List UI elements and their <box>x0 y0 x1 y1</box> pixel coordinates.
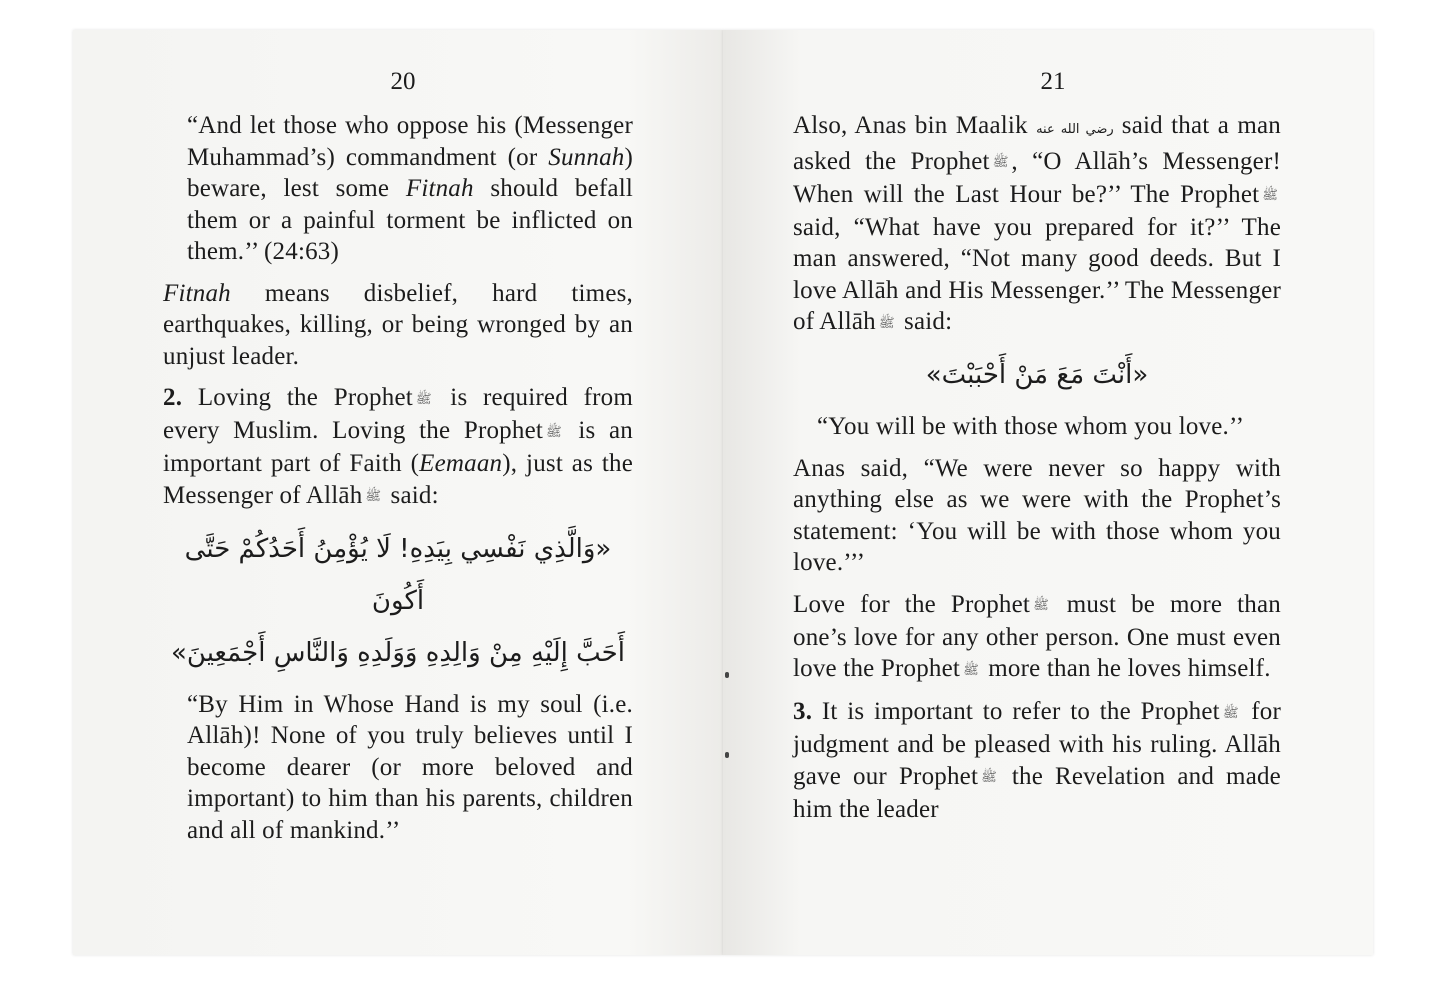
hadith-translation: “By Him in Whose Hand is my soul (i.e. Allāh)! None of you truly believes until I become dearer (or more beloved and important) to him than his parents, children and all of mankind.’’ <box>187 690 633 844</box>
fitnah-definition-text: means disbelief, hard times, earthquakes, killing, or being wronged by an unjust leader. <box>163 279 633 370</box>
verse-italic-term: Fitnah <box>405 175 474 202</box>
binding-staple <box>725 752 729 758</box>
fitnah-definition <box>163 278 633 373</box>
binding-staple <box>725 672 729 678</box>
point-2-paragraph <box>163 382 633 513</box>
anas-paragraph <box>793 110 1281 339</box>
arabic-hadith-short: «أَنْتَ مَعَ مَنْ أَحْبَبْتَ» <box>925 360 1149 391</box>
paragraph-text: more than he loves himself. <box>981 655 1271 683</box>
salawat-icon: ﷺ <box>415 391 432 407</box>
radiallahu-anhu-text: رضي الله عنه <box>1036 122 1114 137</box>
page-number-left: 20 <box>390 68 416 95</box>
point-3-paragraph <box>793 696 1281 825</box>
paragraph-text: must be more than one’s love for any other person. One must even love the Prophet <box>793 590 1281 683</box>
paragraph-text: said: <box>897 308 953 336</box>
paragraph-text: the Revelation and made him the leader <box>793 762 1281 823</box>
verse-italic-term: Sunnah <box>548 143 625 171</box>
paragraph-text: , “O Allāh’s Messenger! When will the Last Hour be?’’ The Prophet <box>793 147 1281 208</box>
salawat-icon: ﷺ <box>1033 598 1049 614</box>
salawat-icon: ﷺ <box>365 489 382 505</box>
salawat-icon: ﷺ <box>981 770 997 786</box>
open-book <box>73 30 1373 955</box>
paragraph-text: said, “What have you prepared for it?’’ The man answered, “Not many good deeds. But I love Allāh and His Messenger.’’ The Messenger of Allāh <box>793 213 1281 336</box>
left-page <box>73 30 723 955</box>
love-paragraph <box>793 589 1281 687</box>
paragraph-text: Love for the Prophet <box>793 590 1031 618</box>
paragraph-text: is required from every Muslim. Loving the Prophet <box>163 384 633 445</box>
eemaan-term: Eemaan <box>419 450 503 478</box>
arabic-hadith <box>163 523 633 679</box>
paragraph-text: Loving the Prophet <box>182 384 413 411</box>
paragraph-text: Also, Anas bin Maalik <box>793 112 1028 139</box>
verse-part: ) beware, lest some <box>187 143 633 202</box>
right-page-text <box>793 110 1281 835</box>
salawat-icon: ﷺ <box>1222 705 1239 721</box>
hadith-translation-short: “You will be with those whom you love.’’ <box>817 413 1245 441</box>
salawat-icon: ﷺ <box>878 315 895 331</box>
salawat-icon: ﷺ <box>963 662 979 678</box>
salawat-icon: ﷺ <box>992 155 1009 171</box>
paragraph-text: said: <box>384 481 439 509</box>
quran-verse-quote <box>163 110 633 268</box>
page-number-right: 21 <box>1040 68 1066 95</box>
verse-part: should befall them or a painful torment be inflicted on them.’’ (24:63) <box>187 175 633 265</box>
salawat-icon: ﷺ <box>1262 188 1278 204</box>
arabic-line: «وَالَّذِي نَفْسِي بِيَدِهِ! لَا يُؤْمِنُ أَحَدُكُمْ حَتَّى أَكُونَ <box>184 533 612 616</box>
fitnah-term: Fitnah <box>163 279 231 307</box>
paragraph-text: ), just as the Messenger of Allāh <box>163 450 633 509</box>
left-page-text <box>163 110 633 856</box>
paragraph-text: for judgment and be pleased with his ruling. Allāh gave our Prophet <box>793 698 1281 790</box>
point-number: 3. <box>793 698 813 726</box>
salawat-icon: ﷺ <box>546 424 562 440</box>
paragraph-text: It is important to refer to the Prophet <box>812 698 1220 726</box>
right-page <box>723 30 1373 955</box>
verse-part: “And let those who oppose his (Messenger Muhammad’s) commandment (or <box>187 112 633 171</box>
anas-statement: Anas said, “We were never so happy with anything else as we were with the Prophet’s statement: ‘You will be with those whom you love.’’’ <box>793 454 1281 577</box>
paragraph-text: is an important part of Faith ( <box>163 417 633 478</box>
arabic-line: أَحَبَّ إِلَيْهِ مِنْ وَالِدِهِ وَوَلَدِهِ وَالنَّاسِ أَجْمَعِينَ» <box>171 637 625 668</box>
paragraph-text: said that a man asked the Prophet <box>793 112 1281 175</box>
point-number: 2. <box>163 384 183 411</box>
